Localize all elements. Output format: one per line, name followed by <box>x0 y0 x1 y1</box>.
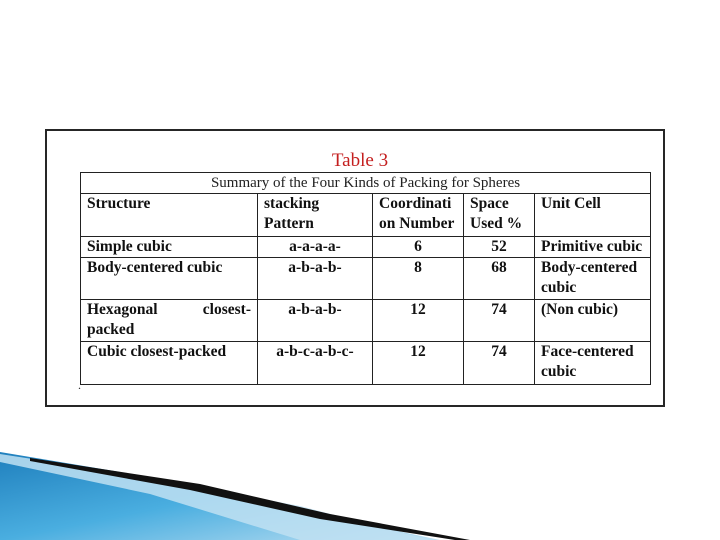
cell-unit-cell: Primitive cubic <box>535 237 651 258</box>
cell-pattern: a-b-a-b- <box>258 258 373 300</box>
cell-structure: Cubic closest-packed <box>81 342 258 385</box>
header-coordination-number: Coordinati on Number <box>373 194 464 237</box>
cell-coordination: 8 <box>373 258 464 300</box>
cell-pattern: a-b-a-b- <box>258 300 373 342</box>
table-caption: Summary of the Four Kinds of Packing for Spheres <box>81 173 651 194</box>
header-space-used: Space Used % <box>464 194 535 237</box>
cell-pattern: a-a-a-a- <box>258 237 373 258</box>
table-row <box>81 237 651 258</box>
table-header-row <box>81 194 651 237</box>
packing-table-container <box>80 172 650 380</box>
cell-structure: Hexagonal closest- packed <box>81 300 258 342</box>
cell-unit-cell: Face-centered cubic <box>535 342 651 385</box>
decorative-wave <box>0 440 720 540</box>
cell-space: 74 <box>464 300 535 342</box>
footnote-mark: . <box>78 378 81 392</box>
cell-space: 68 <box>464 258 535 300</box>
cell-structure: Simple cubic <box>81 237 258 258</box>
cell-coordination: 12 <box>373 342 464 385</box>
cell-space: 74 <box>464 342 535 385</box>
cell-unit-cell: Body-centered cubic <box>535 258 651 300</box>
table-row <box>81 342 651 385</box>
cell-pattern: a-b-c-a-b-c- <box>258 342 373 385</box>
table-row <box>81 258 651 300</box>
header-unit-cell: Unit Cell <box>535 194 651 237</box>
cell-unit-cell: (Non cubic) <box>535 300 651 342</box>
cell-coordination: 12 <box>373 300 464 342</box>
cell-coordination: 6 <box>373 237 464 258</box>
cell-structure: Body-centered cubic <box>81 258 258 300</box>
cell-space: 52 <box>464 237 535 258</box>
table-row <box>81 300 651 342</box>
header-structure: Structure <box>81 194 258 237</box>
table-title: Table 3 <box>331 150 389 171</box>
header-stacking-pattern: stacking Pattern <box>258 194 373 237</box>
packing-table <box>80 172 651 385</box>
